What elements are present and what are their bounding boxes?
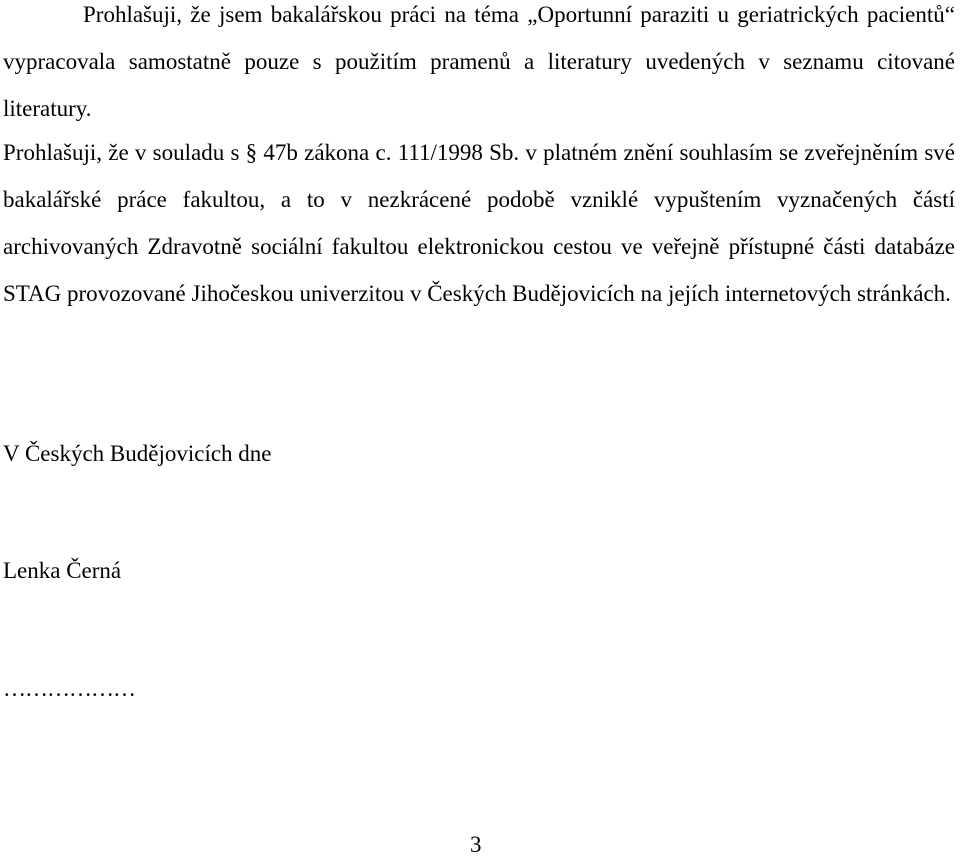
declaration-paragraph-publication-consent: Prohlašuji, že v souladu s § 47b zákona c. 111/1998 Sb. v platném znění souhlasím se zveřejněním své bakalářské práce fakultou, a to v nezkrácené podobě vzniklé vypuštením vyznačených částí archivovaných Zdravotně sociální fakultou elektronickou cestou ve veřejně přístupné části databáze STAG provozované Jihočeskou univerzitou v Českých Budějovicích na jejích internetových stránkách. xyxy=(3,140,955,306)
place-date-line: V Českých Budějovicích dne xyxy=(3,441,272,466)
author-name: Lenka Černá xyxy=(3,558,122,583)
page-number: 3 xyxy=(470,832,482,857)
signature-line: ……………… xyxy=(3,676,135,701)
declaration-paragraph-authorship: Prohlašuji, že jsem bakalářskou práci na téma „Oportunní paraziti u geriatrických pacientů“ vypracovala samostatně pouze s použitím pramenů a literatury uvedených v seznamu citované literatury. xyxy=(3,2,955,121)
